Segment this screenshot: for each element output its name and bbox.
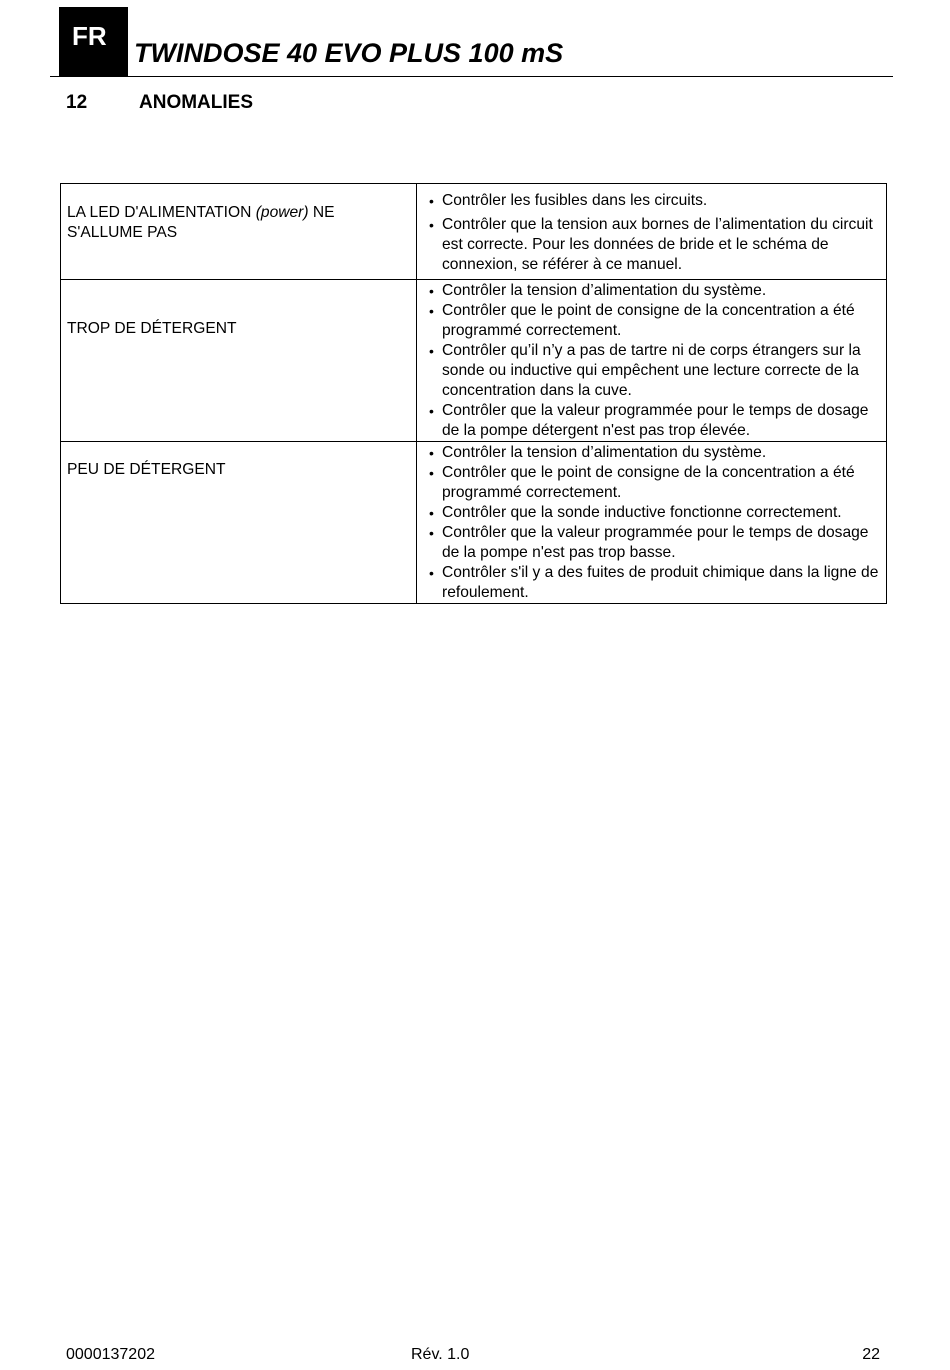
table-row: [61, 442, 887, 604]
problem-label: TROP DE DÉTERGENT: [67, 320, 237, 337]
problem-text-emphasis: (power): [255, 204, 309, 221]
table-row: [61, 184, 887, 280]
problem-text: NE S'ALLUME PAS: [67, 204, 335, 241]
problem-label: PEU DE DÉTERGENT: [67, 461, 226, 478]
check-list: [429, 443, 882, 603]
check-list: [429, 281, 882, 441]
check-item: • Contrôler que la valeur programmée pour le temps de dosage de la pompe n'est pas trop basse.: [429, 523, 882, 563]
language-badge: FR: [59, 7, 128, 76]
section-title: ANOMALIES: [139, 92, 253, 113]
check-list: [429, 191, 882, 275]
document-title: TWINDOSE 40 EVO PLUS 100 mS: [134, 38, 564, 68]
footer-revision: Rév. 1.0: [411, 1346, 470, 1363]
check-item: • Contrôler que la tension aux bornes de l’alimentation du circuit est correcte. Pour les données de bride et le schéma de connexion, se référer à ce manuel.: [429, 215, 882, 275]
problem-cell: [61, 280, 417, 442]
check-item: • Contrôler la tension d’alimentation du système.: [429, 281, 882, 301]
section-number: 12: [66, 92, 88, 113]
footer-doc-number: 0000137202: [66, 1346, 155, 1363]
check-item: • Contrôler la tension d’alimentation du système.: [429, 443, 882, 463]
check-item: • Contrôler qu’il n’y a pas de tartre ni de corps étrangers sur la sonde ou inductive qui empêchent une lecture correcte de la concentration dans la cuve.: [429, 341, 882, 401]
section-heading: [66, 92, 253, 115]
header-rule: [50, 76, 893, 77]
footer-page-number: 22: [862, 1346, 880, 1363]
check-item: • Contrôler que le point de consigne de la concentration a été programmé correctement.: [429, 301, 882, 341]
problem-cell: [61, 442, 417, 604]
problem-text: LA LED D'ALIMENTATION: [67, 204, 256, 221]
anomalies-table: [60, 183, 887, 604]
problem-label: [67, 203, 408, 243]
checks-cell: [417, 184, 887, 280]
checks-cell: [417, 280, 887, 442]
check-item: • Contrôler s'il y a des fuites de produit chimique dans la ligne de refoulement.: [429, 563, 882, 603]
check-item: • Contrôler que la valeur programmée pour le temps de dosage de la pompe détergent n'est pas trop élevée.: [429, 401, 882, 441]
problem-cell: [61, 184, 417, 280]
check-item: • Contrôler les fusibles dans les circuits.: [429, 191, 882, 211]
table-row: [61, 280, 887, 442]
check-item: • Contrôler que le point de consigne de la concentration a été programmé correctement.: [429, 463, 882, 503]
check-item: • Contrôler que la sonde inductive fonctionne correctement.: [429, 503, 882, 523]
checks-cell: [417, 442, 887, 604]
